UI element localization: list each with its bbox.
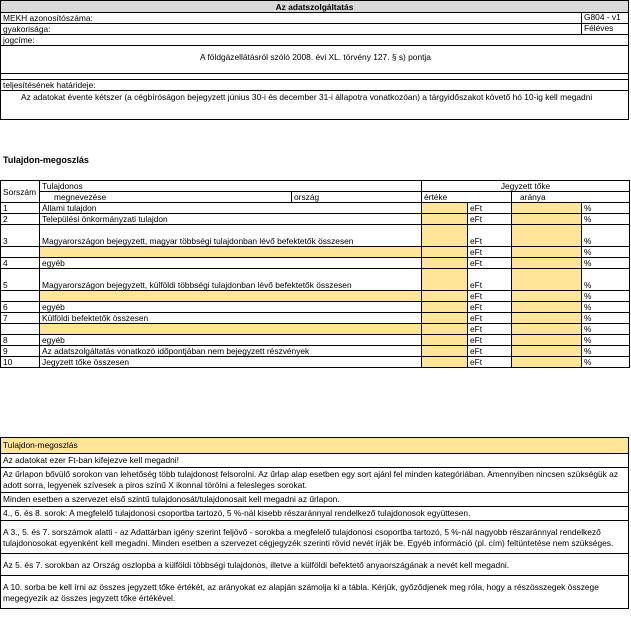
- owner-name-cell[interactable]: Jegyzett tőke összesen: [40, 357, 422, 368]
- unit-percent: %: [582, 302, 630, 313]
- unit-percent: %: [582, 258, 630, 269]
- ratio-input[interactable]: [512, 291, 582, 302]
- table-row: [1, 258, 630, 269]
- value-input[interactable]: [422, 313, 468, 324]
- unit-eft: eFt: [468, 258, 512, 269]
- note-row: [1, 521, 629, 554]
- note-text: Az adatokat ezer Ft-ban kifejezve kell megadni!: [1, 454, 629, 468]
- ratio-input[interactable]: [512, 214, 582, 225]
- deadline-text: [0, 91, 629, 120]
- form-title: Az adatszolgáltatás: [0, 0, 629, 13]
- table-row: [1, 357, 630, 368]
- value-input[interactable]: [422, 269, 468, 291]
- ratio-input[interactable]: [512, 225, 582, 247]
- notes-title: Tulajdon-megoszlás: [1, 438, 629, 454]
- table-row: [1, 269, 630, 291]
- unit-percent: %: [582, 346, 630, 357]
- ratio-input[interactable]: [512, 269, 582, 291]
- unit-percent: %: [582, 335, 630, 346]
- unit-percent: %: [582, 225, 630, 247]
- row-number: 3: [1, 225, 40, 247]
- unit-eft: eFt: [468, 247, 512, 258]
- value-input[interactable]: [422, 247, 468, 258]
- note-row: [1, 576, 629, 609]
- deadline-text-content: Az adatokat évente kétszer (a cégbíróságon bejegyzett június 30-i és december 31-i állapotra vonatkozóan) a tárgyidőszakot követő hó 10-ig kell megadni: [21, 92, 593, 102]
- note-text: 4., 6. és 8. sorok: A megfelelő tulajdonosi csoportba tartozó, 5 %-nál kisebb részaránnyal rendelkező tulajdonosok együttesen.: [1, 507, 629, 521]
- owner-name-cell[interactable]: Az adatszolgáltatás vonatkozó időpontjában nem bejegyzett részvények: [40, 346, 422, 357]
- value-input[interactable]: [422, 291, 468, 302]
- row-number: 8: [1, 335, 40, 346]
- frequency-row: [0, 24, 629, 35]
- row-number: 6: [1, 302, 40, 313]
- value-input[interactable]: [422, 258, 468, 269]
- unit-eft: eFt: [468, 225, 512, 247]
- unit-percent: %: [582, 291, 630, 302]
- unit-percent: %: [582, 203, 630, 214]
- ratio-input[interactable]: [512, 335, 582, 346]
- owner-name-cell[interactable]: [40, 247, 422, 258]
- table-row: [1, 247, 630, 258]
- unit-percent: %: [582, 313, 630, 324]
- value-input[interactable]: [422, 346, 468, 357]
- note-row: [1, 493, 629, 507]
- note-text: Az 5. és 7. sorokban az Ország oszlopba a külföldi többségi tulajdonos, illetve a külföldi befektető anyaországának a nevét kell megadni.: [1, 554, 629, 576]
- col-megnevezese: megnevezése: [40, 192, 292, 203]
- owner-name-cell[interactable]: [40, 291, 422, 302]
- unit-eft: eFt: [468, 324, 512, 335]
- note-row: [1, 554, 629, 576]
- col-tulajdonos: Tulajdonos: [40, 181, 422, 192]
- table-row: [1, 291, 630, 302]
- value-input[interactable]: [422, 302, 468, 313]
- note-text: A 3., 5. és 7. sorszámok alatti - az Adattárban igény szerint feljövő - sorokba a megfelelő tulajdonosi csoportba tartozó, 5 %-nál nagyobb részaránnyal rendelkező tulajdonosokat egyenként kell megadni. Minden esetben a szervezet cégjegyzék szerinti rövid nevét írják be. Egyéb információ (pl. cím) feltüntetése nem szükséges.: [1, 521, 629, 554]
- unit-percent: %: [582, 357, 630, 368]
- ratio-input[interactable]: [512, 247, 582, 258]
- unit-eft: eFt: [468, 269, 512, 291]
- value-input[interactable]: [422, 357, 468, 368]
- col-aranya: aránya: [512, 192, 630, 203]
- owner-name-cell[interactable]: egyéb: [40, 302, 422, 313]
- table-row: [1, 324, 630, 335]
- unit-eft: eFt: [468, 214, 512, 225]
- note-text: Az űrlapon bővülő sorokon van lehetőség több tulajdonost felsorolni. Az űrlap alap esetben egy sort ajánl fel minden kategóriában. Amennyiben nincsen szükségük az adott sorra, legyenek szívesek a piros színű X ikonnal törölni a felesleges sorokat.: [1, 468, 629, 493]
- note-row: [1, 454, 629, 468]
- mekh-id-label: MEKH azonosítószáma:: [3, 13, 93, 23]
- owner-name-cell[interactable]: egyéb: [40, 258, 422, 269]
- value-input[interactable]: [422, 335, 468, 346]
- row-number: 4: [1, 258, 40, 269]
- owner-name-cell[interactable]: Állami tulajdon: [40, 203, 422, 214]
- mekh-id-value: G804 - v1: [581, 12, 628, 23]
- notes-table: [0, 437, 629, 609]
- table-row: [1, 335, 630, 346]
- owner-name-cell[interactable]: Külföldi befektetők összesen: [40, 313, 422, 324]
- unit-percent: %: [582, 214, 630, 225]
- notes-header-row: [1, 438, 629, 454]
- table-header-row-2: [1, 192, 630, 203]
- ratio-input[interactable]: [512, 324, 582, 335]
- frequency-value: Féléves: [581, 23, 628, 34]
- note-text: A 10. sorba be kell írni az összes jegyzett tőke értékét, az arányokat ez alapján számolja ki a tábla. Kérjük, győződjenek meg róla, hogy a részösszegek összege megegyezik az összes jegyzett tőke értékével.: [1, 576, 629, 609]
- unit-percent: %: [582, 269, 630, 291]
- value-input[interactable]: [422, 225, 468, 247]
- deadline-label-row: [0, 80, 629, 91]
- row-number: 9: [1, 346, 40, 357]
- owner-name-cell[interactable]: Települési önkormányzati tulajdon: [40, 214, 422, 225]
- owner-name-cell[interactable]: Magyarországon bejegyzett, magyar többségi tulajdonban lévő befektetők összesen: [40, 225, 422, 247]
- unit-eft: eFt: [468, 335, 512, 346]
- owner-name-cell[interactable]: egyéb: [40, 335, 422, 346]
- notes-body: [1, 454, 629, 609]
- owner-name-cell[interactable]: [40, 324, 422, 335]
- mekh-id-row: [0, 13, 629, 24]
- row-number: [1, 291, 40, 302]
- note-row: [1, 468, 629, 493]
- table-row: [1, 313, 630, 324]
- table-row: [1, 214, 630, 225]
- col-sorszam: Sorszám: [1, 181, 40, 203]
- unit-eft: eFt: [468, 357, 512, 368]
- legal-basis-label-row: [0, 35, 629, 46]
- ratio-input[interactable]: [512, 302, 582, 313]
- table-row: [1, 302, 630, 313]
- unit-eft: eFt: [468, 302, 512, 313]
- frequency-label: gyakorisága:: [3, 24, 51, 34]
- note-text: Minden esetben a szervezet első szintű tulajdonosát/tulajdonosait kell megadni az űrlapon.: [1, 493, 629, 507]
- row-number: [1, 324, 40, 335]
- value-input[interactable]: [422, 203, 468, 214]
- legal-basis-text: A földgázellátásról szóló 2008. évi XL. törvény 127. § s) pontja: [0, 46, 629, 74]
- ratio-input[interactable]: [512, 313, 582, 324]
- unit-percent: %: [582, 324, 630, 335]
- unit-percent: %: [582, 247, 630, 258]
- value-input[interactable]: [422, 324, 468, 335]
- ratio-input[interactable]: [512, 258, 582, 269]
- ratio-input[interactable]: [512, 203, 582, 214]
- row-number: [1, 247, 40, 258]
- table-row: [1, 225, 630, 247]
- col-erteke: értéke: [422, 192, 512, 203]
- table-row: [1, 203, 630, 214]
- owner-name-cell[interactable]: Magyarországon bejegyzett, külföldi többségi tulajdonban lévő befektetők összesen: [40, 269, 422, 291]
- row-number: 7: [1, 313, 40, 324]
- row-number: 5: [1, 269, 40, 291]
- ratio-input[interactable]: [512, 346, 582, 357]
- section-title: Tulajdon-megoszlás: [3, 155, 89, 165]
- unit-eft: eFt: [468, 313, 512, 324]
- deadline-label: teljesítésének határideje:: [3, 80, 96, 90]
- ownership-table-body: [1, 203, 630, 368]
- table-header-row-1: [1, 181, 630, 192]
- table-row: [1, 346, 630, 357]
- col-orszag: ország: [292, 192, 422, 203]
- col-jegyzett-toke: Jegyzett tőke: [422, 181, 630, 192]
- ownership-table: [0, 180, 630, 368]
- ratio-input[interactable]: [512, 357, 582, 368]
- unit-eft: eFt: [468, 291, 512, 302]
- row-number: 2: [1, 214, 40, 225]
- legal-basis-label: jogcíme:: [3, 35, 35, 45]
- value-input[interactable]: [422, 214, 468, 225]
- row-number: 10: [1, 357, 40, 368]
- unit-eft: eFt: [468, 203, 512, 214]
- row-number: 1: [1, 203, 40, 214]
- unit-eft: eFt: [468, 346, 512, 357]
- note-row: [1, 507, 629, 521]
